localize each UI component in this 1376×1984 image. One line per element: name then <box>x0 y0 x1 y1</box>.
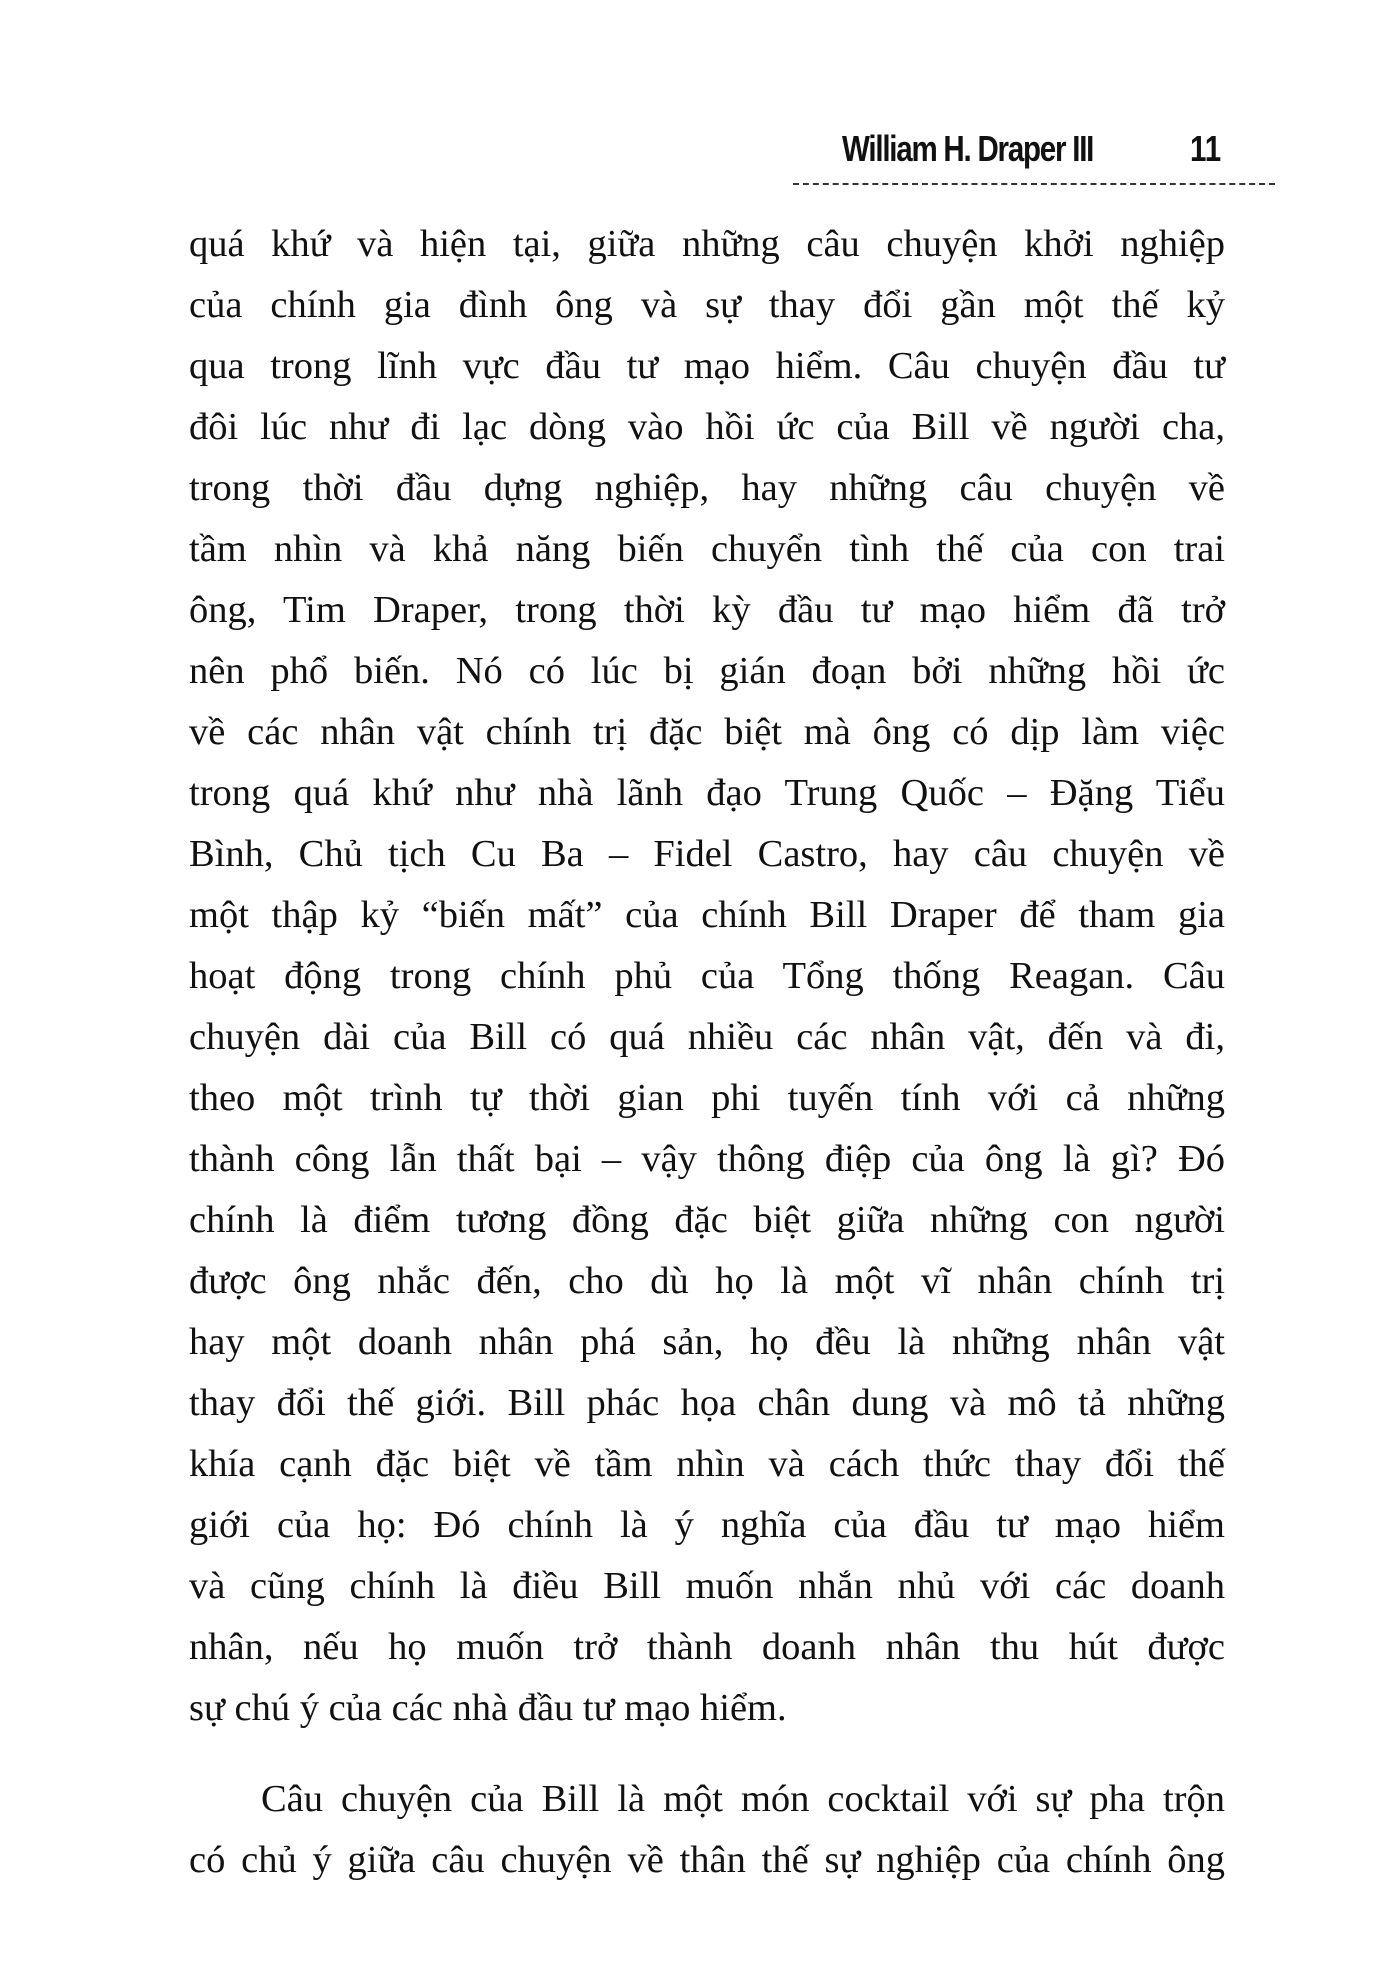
text-line: ông, Tim Draper, trong thời kỳ đầu tư mạo hiểm đã trở <box>189 589 1225 631</box>
text-line: nhân, nếu họ muốn trở thành doanh nhân thu hút được <box>189 1626 1225 1668</box>
text-line: hay một doanh nhân phá sản, họ đều là những nhân vật <box>189 1321 1225 1363</box>
text-line: của chính gia đình ông và sự thay đổi gần một thế kỷ <box>189 284 1225 326</box>
text-line: đôi lúc như đi lạc dòng vào hồi ức của Bill về người cha, <box>189 406 1225 448</box>
text-line: giới của họ: Đó chính là ý nghĩa của đầu tư mạo hiểm <box>189 1504 1225 1546</box>
text-line: qua trong lĩnh vực đầu tư mạo hiểm. Câu chuyện đầu tư <box>189 345 1225 387</box>
text-line: về các nhân vật chính trị đặc biệt mà ông có dịp làm việc <box>189 711 1225 753</box>
running-header-title: William H. Draper III <box>842 128 1094 169</box>
text-line: một thập kỷ “biến mất” của chính Bill Draper để tham gia <box>189 894 1225 936</box>
paragraph-gap <box>189 1739 1225 1769</box>
text-line: khía cạnh đặc biệt về tầm nhìn và cách thức thay đổi thế <box>189 1443 1225 1485</box>
header-dashed-rule <box>793 183 1275 185</box>
text-line: có chủ ý giữa câu chuyện về thân thế sự nghiệp của chính ông <box>189 1839 1225 1881</box>
paragraph-2 <box>189 1769 1225 1891</box>
text-line: hoạt động trong chính phủ của Tổng thống Reagan. Câu <box>189 955 1225 997</box>
page-number: 11 <box>1190 128 1222 169</box>
text-line: được ông nhắc đến, cho dù họ là một vĩ nhân chính trị <box>189 1260 1225 1302</box>
paragraph-1 <box>189 214 1225 1739</box>
text-line: tầm nhìn và khả năng biến chuyển tình thế của con trai <box>189 528 1225 570</box>
text-line: nên phổ biến. Nó có lúc bị gián đoạn bởi những hồi ức <box>189 650 1225 692</box>
running-header <box>800 128 1220 178</box>
text-line: chuyện dài của Bill có quá nhiều các nhân vật, đến và đi, <box>189 1016 1225 1058</box>
text-line: trong quá khứ như nhà lãnh đạo Trung Quốc – Đặng Tiểu <box>189 772 1225 814</box>
text-line: Bình, Chủ tịch Cu Ba – Fidel Castro, hay câu chuyện về <box>189 833 1225 875</box>
text-line: theo một trình tự thời gian phi tuyến tính với cả những <box>189 1077 1225 1119</box>
text-line: trong thời đầu dựng nghiệp, hay những câu chuyện về <box>189 467 1225 509</box>
text-line: quá khứ và hiện tại, giữa những câu chuyện khởi nghiệp <box>189 223 1225 265</box>
text-line: chính là điểm tương đồng đặc biệt giữa những con người <box>189 1199 1225 1241</box>
text-line: sự chú ý của các nhà đầu tư mạo hiểm. <box>189 1687 787 1729</box>
text-line: và cũng chính là điều Bill muốn nhắn nhủ với các doanh <box>189 1565 1225 1607</box>
text-line: thay đổi thế giới. Bill phác họa chân dung và mô tả những <box>189 1382 1225 1424</box>
text-line: Câu chuyện của Bill là một món cocktail với sự pha trộn <box>261 1778 1225 1820</box>
text-line: thành công lẫn thất bại – vậy thông điệp của ông là gì? Đó <box>189 1138 1225 1180</box>
body-text <box>189 214 1225 1891</box>
